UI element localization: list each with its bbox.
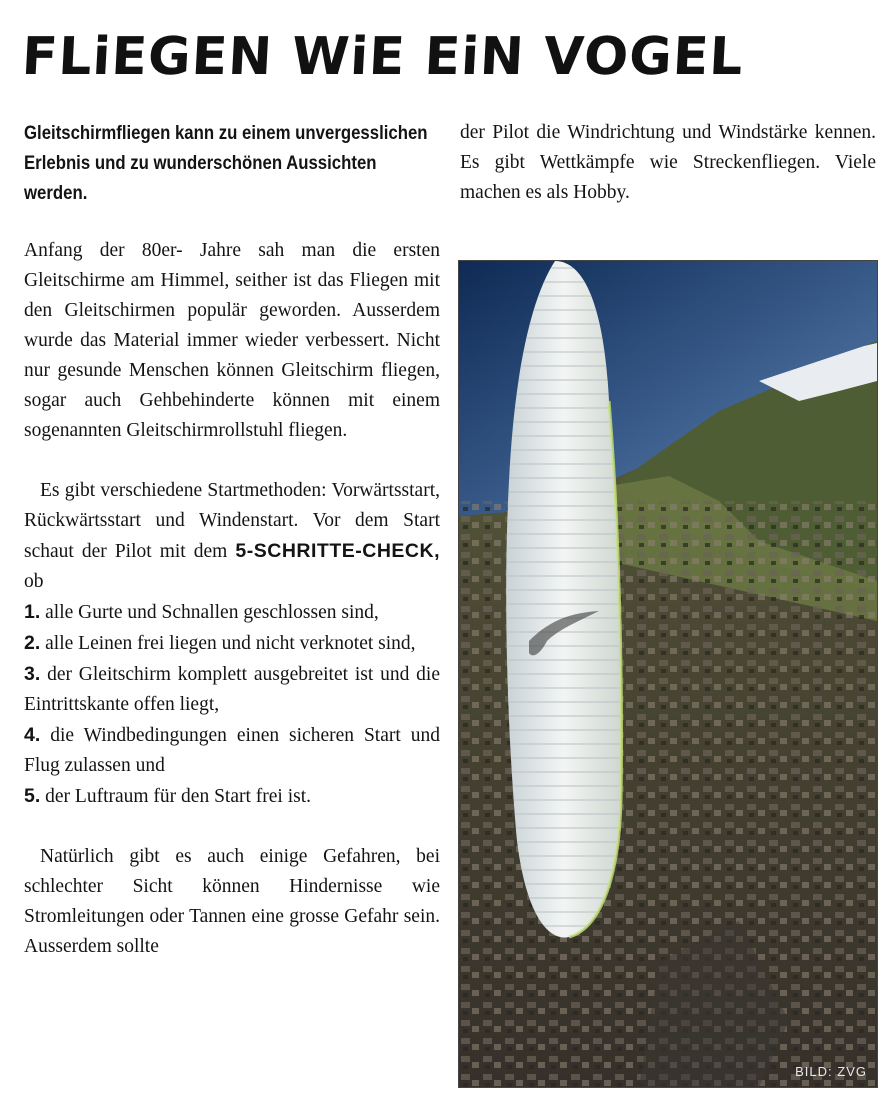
paragraph-wind: der Pilot die Windrichtung und Windstärke kennen. Es gibt Wettkämpfe wie Streckenfliegen. Viele machen es als Hobby. bbox=[460, 122, 876, 203]
checklist-number: 4. bbox=[24, 724, 41, 746]
paragraph-history: Anfang der 80er- Jahre sah man die ersten Gleitschirme am Himmel, seither ist das Fliegen mit den Gleitschirmen populär geworden. Ausserdem wurde das Material immer wieder verbessert. Nicht nur gesunde Menschen können Gleitschirm fliegen, sogar auch Gehbehinderte können mit einem sogenannten Gleitschirmrollstuhl fliegen. bbox=[24, 240, 440, 441]
checklist-text: der Gleitschirm komplett ausgebreitet ist und die Eintrittskante offen liegt, bbox=[24, 664, 440, 715]
paragraph-start-methods bbox=[24, 476, 440, 597]
checklist-text: alle Gurte und Schnallen geschlossen sind, bbox=[45, 602, 379, 623]
checklist bbox=[24, 597, 440, 812]
lead-paragraph: Gleitschirmfliegen kann zu einem unvergesslichen Erlebnis und zu wunderschönen Aussichten werden. bbox=[24, 122, 428, 204]
checklist-number: 2. bbox=[24, 632, 41, 654]
checklist-number: 5. bbox=[24, 785, 41, 807]
paraglider-photo bbox=[458, 260, 878, 1088]
left-column bbox=[24, 118, 440, 962]
checklist-item bbox=[24, 659, 440, 720]
checklist-text: die Windbedingungen einen sicheren Start und Flug zulassen und bbox=[24, 725, 440, 776]
checklist-number: 3. bbox=[24, 663, 41, 685]
checklist-item bbox=[24, 720, 440, 781]
checklist-item bbox=[24, 781, 440, 812]
right-column bbox=[460, 118, 876, 208]
paragraph-dangers: Natürlich gibt es auch einige Gefahren, bei schlechter Sicht können Hindernisse wie Stromleitungen oder Tannen eine grosse Gefahr sein. Ausserdem sollte bbox=[24, 846, 440, 957]
headline: FLiEGEN WiE EiN VOGEL bbox=[20, 27, 746, 87]
checklist-text: der Luftraum für den Start frei ist. bbox=[45, 786, 312, 807]
start-methods-text: Es gibt verschiedene Startmethoden: Vorwärtsstart, Rückwärtsstart und Windenstart. Vor dem Start schaut der Pilot mit dem bbox=[24, 480, 440, 562]
checklist-text: alle Leinen frei liegen und nicht verknotet sind, bbox=[45, 633, 416, 654]
checklist-item bbox=[24, 628, 440, 659]
paraglider-image bbox=[459, 261, 877, 1087]
photo-credit: BILD: ZVG bbox=[795, 1064, 867, 1079]
start-methods-after: ob bbox=[24, 571, 44, 592]
checklist-item bbox=[24, 597, 440, 628]
check-label: 5-SCHRITTE-CHECK, bbox=[235, 540, 441, 562]
checklist-number: 1. bbox=[24, 601, 41, 623]
